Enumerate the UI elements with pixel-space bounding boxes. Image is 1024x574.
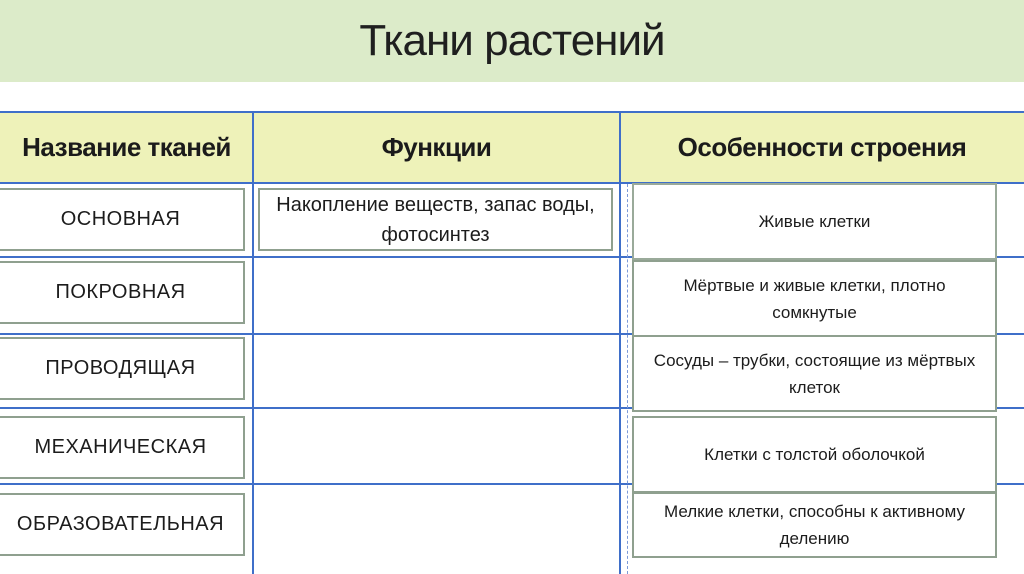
feature-card[interactable]: Мелкие клетки, способны к активному делению — [632, 492, 997, 558]
feature-card[interactable]: Живые клетки — [632, 183, 997, 260]
column-divider — [619, 111, 621, 574]
function-card[interactable]: Накопление веществ, запас воды, фотосинтез — [258, 188, 613, 251]
tissue-name-card[interactable]: МЕХАНИЧЕСКАЯ — [0, 416, 245, 479]
tissues-table — [0, 111, 1024, 574]
column-guide — [627, 184, 629, 574]
table-border-top — [0, 111, 1024, 113]
header-structure-features: Особенности строения — [677, 132, 967, 162]
column-divider — [252, 111, 254, 574]
tissue-name-card[interactable]: ПОКРОВНАЯ — [0, 261, 245, 324]
feature-card[interactable]: Клетки с толстой оболочкой — [632, 416, 997, 493]
header-tissue-name: Название тканей — [22, 132, 231, 162]
feature-card[interactable]: Мёртвые и живые клетки, плотно сомкнутые — [632, 260, 997, 337]
tissue-name-card[interactable]: ОСНОВНАЯ — [0, 188, 245, 251]
header-functions: Функции — [381, 132, 492, 162]
tissue-name-card[interactable]: ОБРАЗОВАТЕЛЬНАЯ — [0, 493, 245, 556]
page-title: Ткани растений — [359, 16, 665, 65]
tissue-name-card[interactable]: ПРОВОДЯЩАЯ — [0, 337, 245, 400]
feature-card[interactable]: Сосуды – трубки, состоящие из мёртвых клеток — [632, 335, 997, 412]
